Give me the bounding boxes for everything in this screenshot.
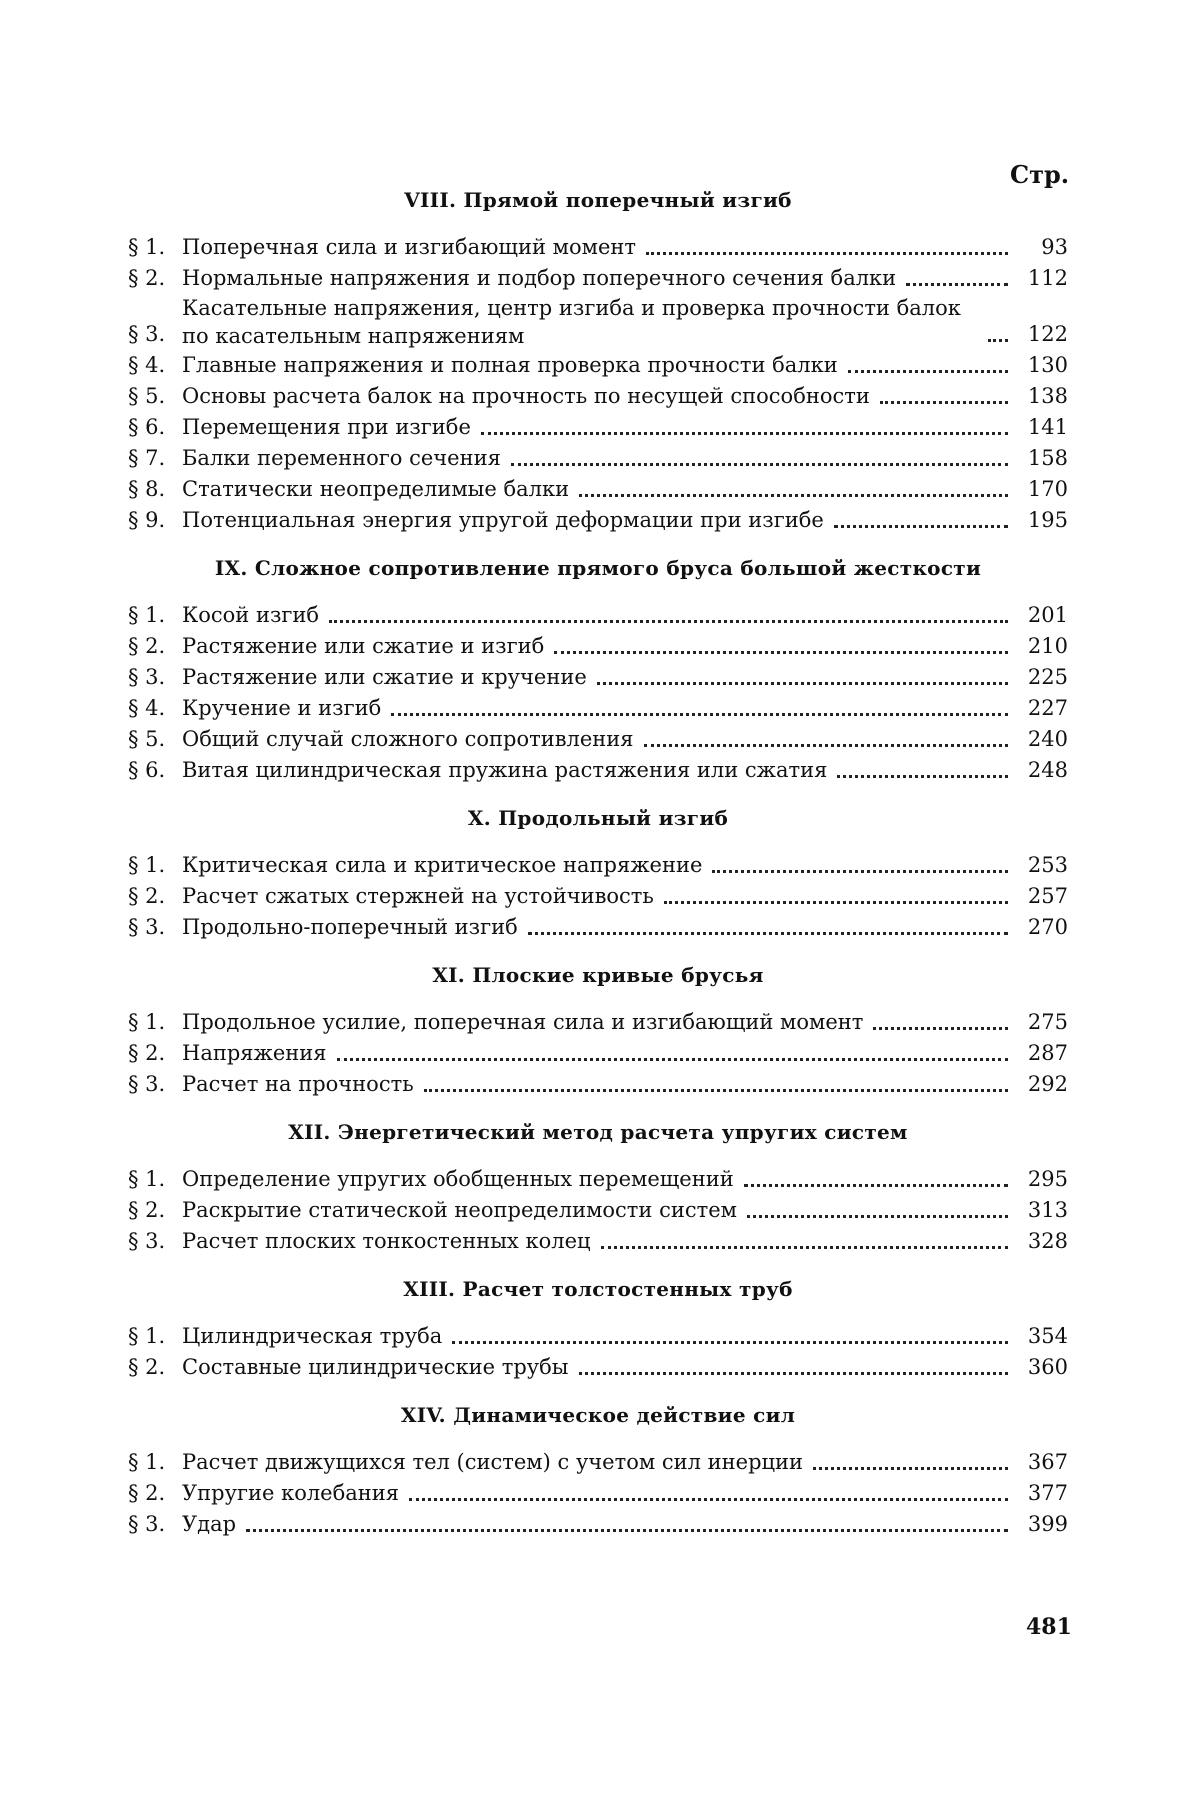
toc-section	[128, 963, 1068, 1100]
dot-leader	[664, 901, 1008, 904]
toc-entry	[128, 443, 1068, 474]
entry-title: Определение упругих обобщенных перемещений	[182, 1167, 734, 1191]
toc-entry	[128, 912, 1068, 943]
toc-entry	[128, 631, 1068, 662]
entry-number: § 1.	[128, 1010, 166, 1034]
entry-page: 399	[1027, 1512, 1068, 1536]
entry-page: 377	[1027, 1481, 1068, 1505]
section-title: X. Продольный изгиб	[467, 806, 729, 830]
dot-leader	[834, 525, 1008, 528]
entry-title: Перемещения при изгибе	[182, 415, 471, 439]
toc-section	[128, 1277, 1068, 1383]
toc-entry	[128, 294, 1068, 350]
dot-leader	[246, 1529, 1008, 1532]
entry-title: Расчет плоских тонкостенных колец	[182, 1229, 591, 1253]
toc-entry	[128, 232, 1068, 263]
entry-page: 292	[1027, 1072, 1068, 1096]
dot-leader	[554, 651, 1008, 654]
entry-page: 354	[1027, 1324, 1068, 1348]
entry-number: § 3.	[128, 665, 166, 689]
entry-number: § 2.	[128, 634, 166, 658]
section-title: XIV. Динамическое действие сил	[400, 1403, 796, 1427]
entry-number: § 4.	[128, 353, 166, 377]
dot-leader	[848, 370, 1008, 373]
toc-entry	[128, 381, 1068, 412]
entry-title: Основы расчета балок на прочность по несущей способности	[182, 384, 870, 408]
entry-title: Главные напряжения и полная проверка прочности балки	[182, 353, 838, 377]
dot-leader	[424, 1089, 1008, 1092]
dot-leader	[409, 1498, 1008, 1501]
entry-title: Раскрытие статической неопределимости систем	[182, 1198, 737, 1222]
entry-page: 257	[1027, 884, 1068, 908]
entry-title: Касательные напряжения, центр изгиба и проверка прочности балок по касательным напряжениям	[182, 296, 961, 348]
toc-entry	[128, 505, 1068, 536]
entry-number: § 1.	[128, 235, 166, 259]
entry-number: § 2.	[128, 884, 166, 908]
entry-number: § 2.	[128, 1198, 166, 1222]
dot-leader	[813, 1467, 1008, 1470]
entry-number: § 3.	[128, 1512, 166, 1536]
entry-page: 313	[1027, 1198, 1068, 1222]
toc-entry	[128, 1352, 1068, 1383]
dot-leader	[906, 283, 1008, 286]
toc-entry	[128, 1069, 1068, 1100]
dot-leader	[579, 494, 1008, 497]
entry-page: 367	[1027, 1450, 1068, 1474]
entry-page: 248	[1027, 758, 1068, 782]
dot-leader	[597, 682, 1008, 685]
toc-entry	[128, 350, 1068, 381]
entry-page: 225	[1027, 665, 1068, 689]
dot-leader	[747, 1215, 1008, 1218]
toc-entry	[128, 662, 1068, 693]
entry-title: Статически неопределимые балки	[182, 477, 570, 501]
toc-entry	[128, 1509, 1068, 1540]
dot-leader	[391, 713, 1008, 716]
entry-title: Нормальные напряжения и подбор поперечного сечения балки	[182, 266, 897, 290]
toc-entry	[128, 1478, 1068, 1509]
toc-entry	[128, 1226, 1068, 1257]
entry-number: § 6.	[128, 415, 166, 439]
entry-title: Растяжение или сжатие и изгиб	[182, 634, 545, 658]
entry-title: Общий случай сложного сопротивления	[182, 727, 634, 751]
dot-leader	[873, 1027, 1008, 1030]
dot-leader	[579, 1372, 1008, 1375]
section-title: IX. Сложное сопротивление прямого бруса большой жесткости	[214, 556, 982, 580]
entry-number: § 3.	[128, 915, 166, 939]
toc-entry	[128, 1195, 1068, 1226]
entry-title: Потенциальная энергия упругой деформации при изгибе	[182, 508, 824, 532]
entry-title: Расчет на прочность	[182, 1072, 414, 1096]
entry-page: 93	[1041, 235, 1068, 259]
entry-number: § 2.	[128, 1041, 166, 1065]
entry-number: § 3.	[128, 1072, 166, 1096]
entry-title: Балки переменного сечения	[182, 446, 501, 470]
entry-page: 328	[1027, 1229, 1068, 1253]
entry-title: Расчет движущихся тел (систем) с учетом сил инерции	[182, 1450, 804, 1474]
page-number: 481	[1026, 1614, 1072, 1640]
entry-title: Кручение и изгиб	[182, 696, 382, 720]
entry-number: § 2.	[128, 1355, 166, 1379]
entry-page: 360	[1027, 1355, 1068, 1379]
toc-entry	[128, 412, 1068, 443]
entry-page: 253	[1027, 853, 1068, 877]
entry-number: § 2.	[128, 1481, 166, 1505]
entry-title: Поперечная сила и изгибающий момент	[182, 235, 636, 259]
dot-leader	[744, 1184, 1008, 1187]
toc-entry	[128, 474, 1068, 505]
entry-title: Косой изгиб	[182, 603, 320, 627]
toc-section	[128, 188, 1068, 536]
entry-title: Упругие колебания	[182, 1481, 400, 1505]
entry-number: § 1.	[128, 853, 166, 877]
entry-title: Растяжение или сжатие и кручение	[182, 665, 587, 689]
entry-page: 295	[1027, 1167, 1068, 1191]
toc-entry	[128, 600, 1068, 631]
section-title: XIII. Расчет толстостенных труб	[403, 1277, 793, 1301]
toc-entry	[128, 881, 1068, 912]
table-of-contents	[128, 188, 1068, 1560]
dot-leader	[644, 744, 1008, 747]
entry-number: § 1.	[128, 1324, 166, 1348]
entry-page: 141	[1027, 415, 1068, 439]
dot-leader	[452, 1341, 1008, 1344]
entry-page: 138	[1027, 384, 1068, 408]
entry-page: 195	[1027, 508, 1068, 532]
entry-page: 130	[1027, 353, 1068, 377]
dot-leader	[601, 1246, 1009, 1249]
entry-number: § 8.	[128, 477, 166, 501]
entry-page: 275	[1027, 1010, 1068, 1034]
entry-title: Витая цилиндрическая пружина растяжения или сжатия	[182, 758, 828, 782]
entry-title: Критическая сила и критическое напряжение	[182, 853, 703, 877]
entry-number: § 5.	[128, 727, 166, 751]
entry-page: 170	[1027, 477, 1068, 501]
toc-entry	[128, 1038, 1068, 1069]
dot-leader	[646, 252, 1008, 255]
entry-title: Расчет сжатых стержней на устойчивость	[182, 884, 654, 908]
toc-entry	[128, 263, 1068, 294]
dot-leader	[511, 463, 1008, 466]
toc-section	[128, 556, 1068, 786]
dot-leader	[337, 1058, 1008, 1061]
dot-leader	[528, 932, 1008, 935]
toc-entry	[128, 755, 1068, 786]
section-title: XII. Энергетический метод расчета упругих систем	[288, 1120, 908, 1144]
entry-number: § 3.	[128, 322, 166, 346]
entry-page: 158	[1027, 446, 1068, 470]
dot-leader	[837, 775, 1008, 778]
entry-number: § 2.	[128, 266, 166, 290]
entry-title: Удар	[182, 1512, 237, 1536]
entry-page: 240	[1027, 727, 1068, 751]
toc-entry	[128, 850, 1068, 881]
entry-page: 227	[1027, 696, 1068, 720]
entry-title: Цилиндрическая труба	[182, 1324, 443, 1348]
dot-leader	[712, 870, 1008, 873]
toc-entry	[128, 693, 1068, 724]
toc-section	[128, 1120, 1068, 1257]
entry-number: § 5.	[128, 384, 166, 408]
entry-title: Напряжения	[182, 1041, 327, 1065]
entry-page: 287	[1027, 1041, 1068, 1065]
entry-number: § 7.	[128, 446, 166, 470]
entry-number: § 3.	[128, 1229, 166, 1253]
section-title: VIII. Прямой поперечный изгиб	[404, 188, 792, 212]
toc-entry	[128, 1447, 1068, 1478]
entry-page: 201	[1027, 603, 1068, 627]
toc-entry	[128, 1164, 1068, 1195]
entry-page: 210	[1027, 634, 1068, 658]
entry-page: 112	[1027, 266, 1068, 290]
dot-leader	[481, 432, 1008, 435]
entry-number: § 1.	[128, 603, 166, 627]
entry-title: Составные цилиндрические трубы	[182, 1355, 569, 1379]
toc-section	[128, 806, 1068, 943]
entry-title: Продольно-поперечный изгиб	[182, 915, 518, 939]
dot-leader	[329, 620, 1008, 623]
entry-number: § 1.	[128, 1450, 166, 1474]
toc-entry	[128, 1321, 1068, 1352]
entry-number: § 4.	[128, 696, 166, 720]
entry-number: § 1.	[128, 1167, 166, 1191]
toc-entry	[128, 724, 1068, 755]
toc-section	[128, 1403, 1068, 1540]
toc-entry	[128, 1007, 1068, 1038]
page-column-header: Стр.	[1010, 160, 1070, 189]
entry-number: § 9.	[128, 508, 166, 532]
entry-number: § 6.	[128, 758, 166, 782]
entry-page: 270	[1027, 915, 1068, 939]
entry-title: Продольное усилие, поперечная сила и изгибающий момент	[182, 1010, 864, 1034]
dot-leader	[988, 339, 1008, 342]
section-title: XI. Плоские кривые брусья	[432, 963, 764, 987]
entry-page: 122	[1027, 322, 1068, 346]
dot-leader	[880, 401, 1008, 404]
